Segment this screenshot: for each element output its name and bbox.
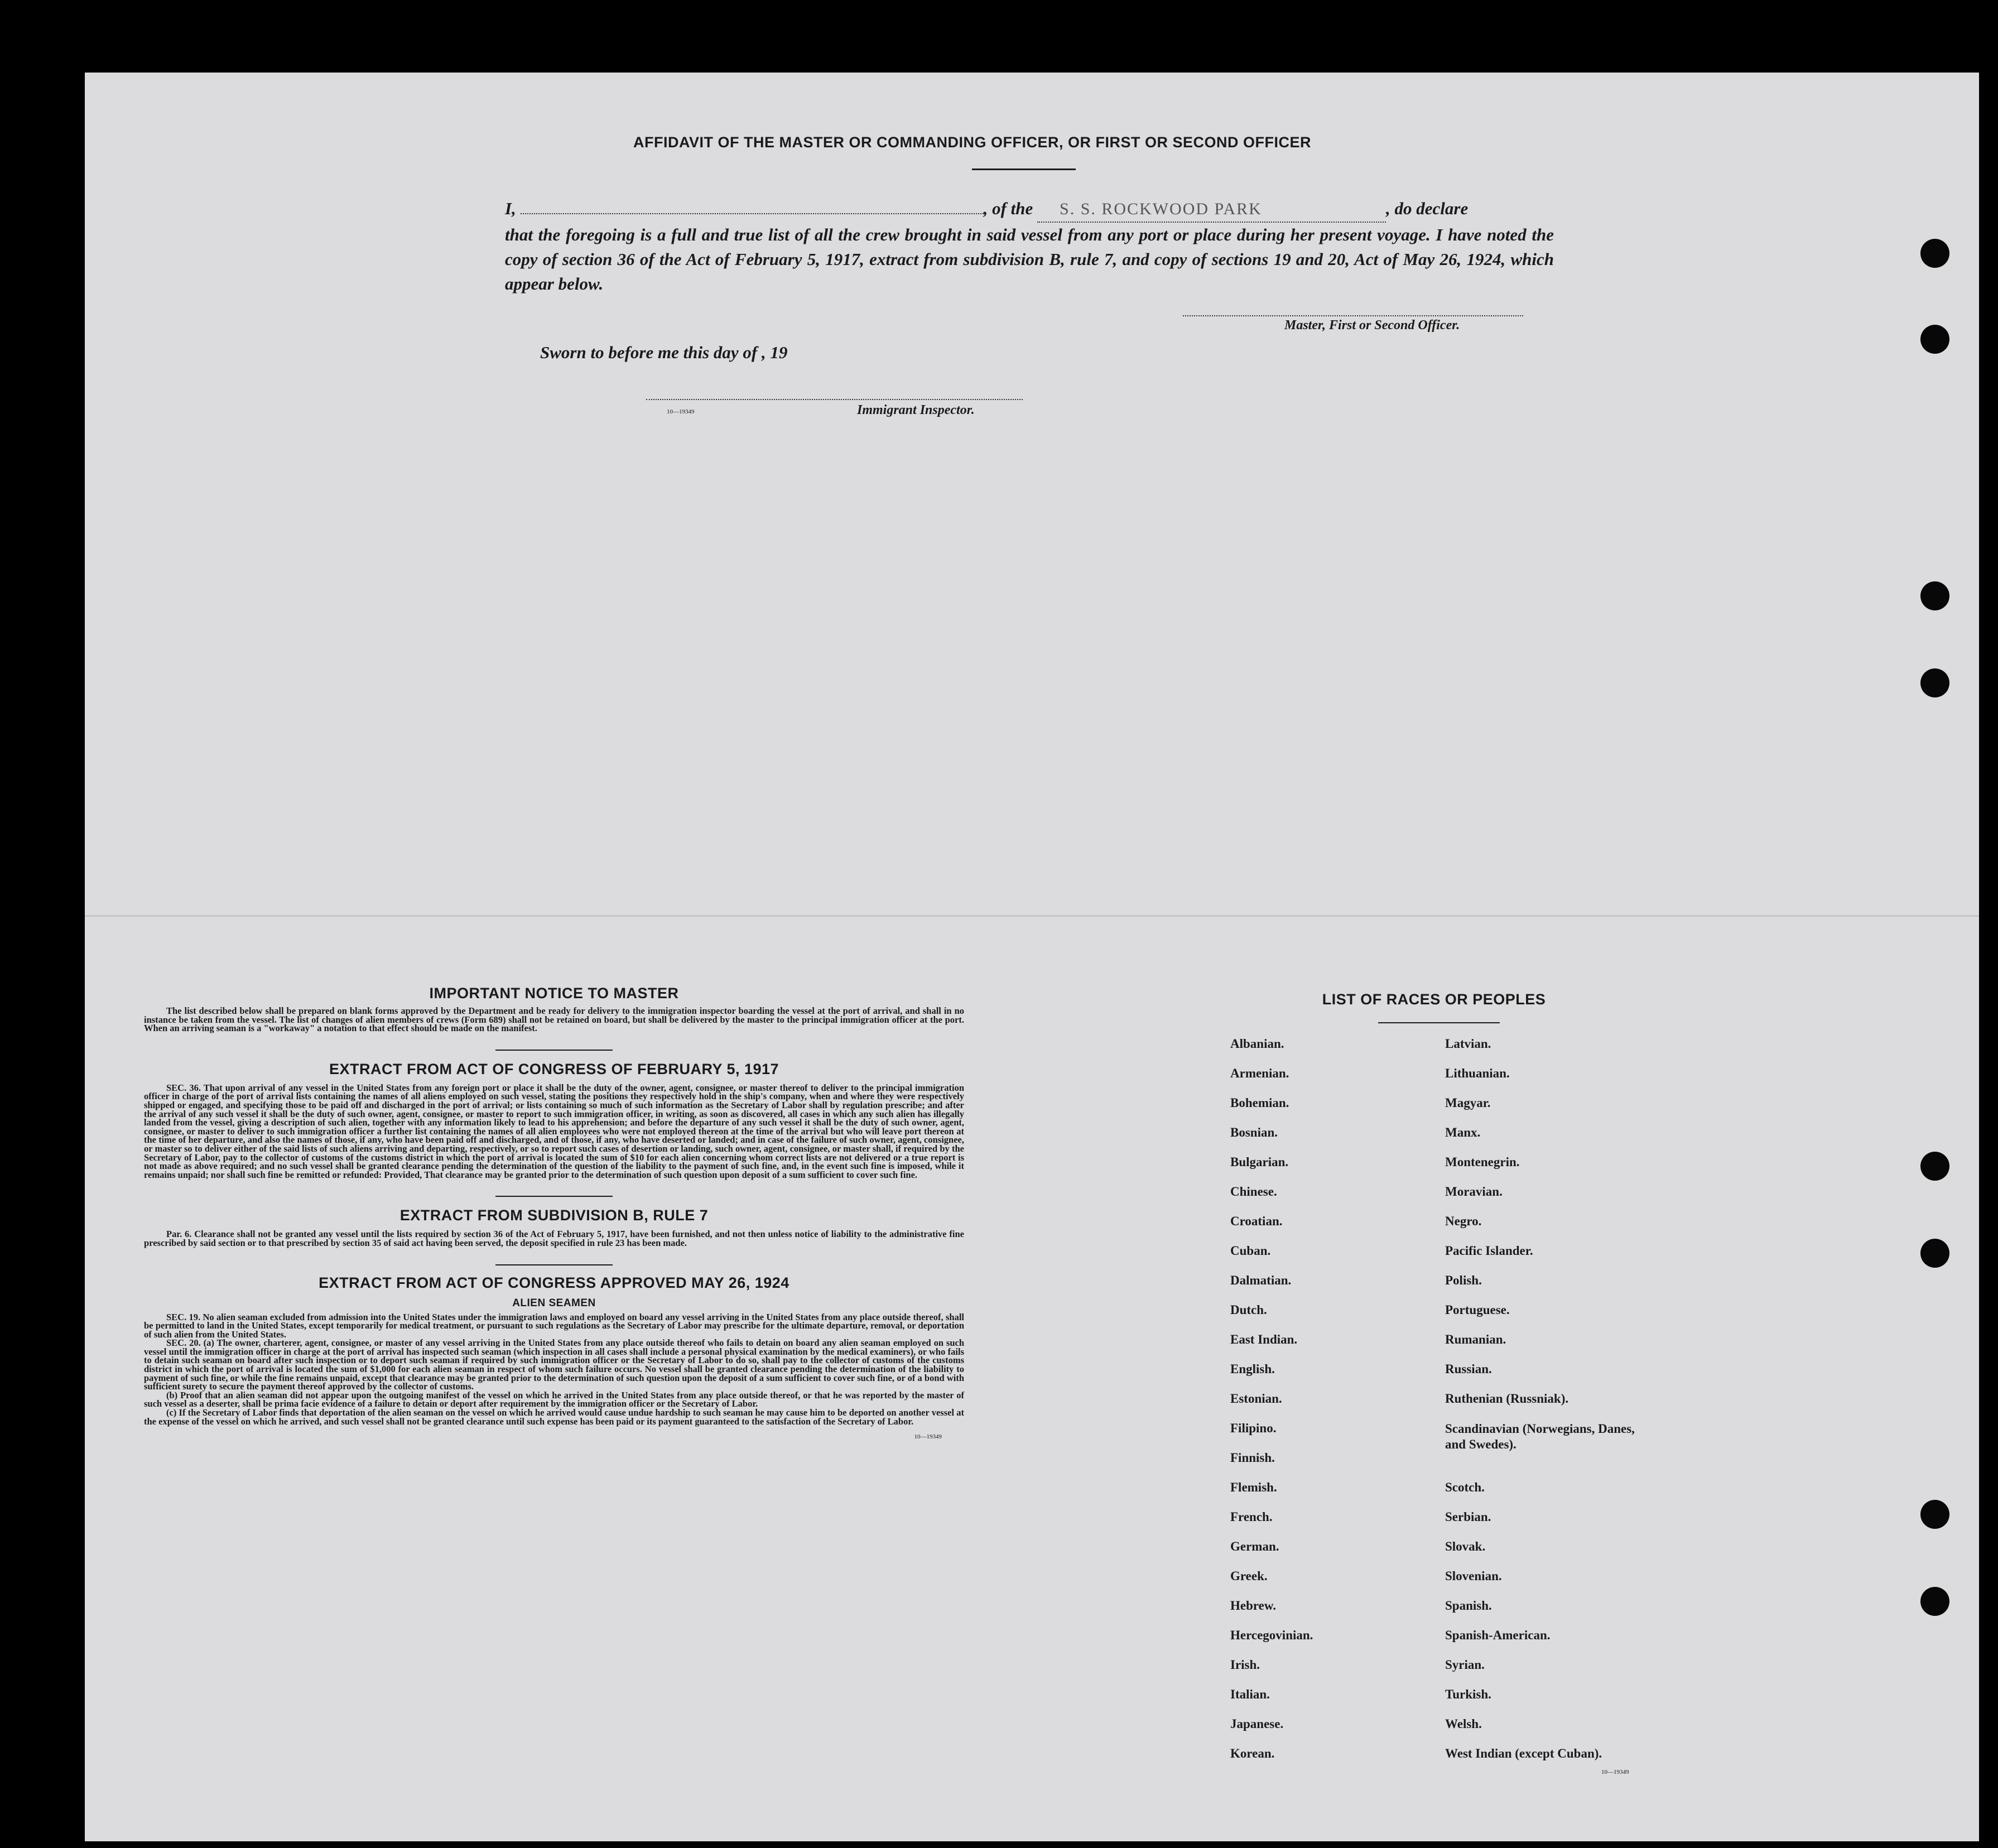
extract-1924-text xyxy=(144,1313,964,1426)
race-item: Dalmatian. xyxy=(1230,1273,1292,1287)
year-prefix: , 19 xyxy=(762,343,788,362)
affidavit-title: AFFIDAVIT OF THE MASTER OR COMMANDING OFFICER, OR FIRST OR SECOND OFFICER xyxy=(633,134,1311,151)
race-item: Dutch. xyxy=(1230,1303,1267,1317)
section-rule xyxy=(495,1050,613,1051)
declaration xyxy=(505,196,1554,296)
sworn-line xyxy=(540,343,788,363)
declaration-first-line xyxy=(505,196,1554,223)
race-item: Scandinavian (Norwegians, Danes, and Swedes). xyxy=(1445,1422,1635,1451)
race-item: Negro. xyxy=(1445,1214,1482,1228)
race-item: Polish. xyxy=(1445,1273,1482,1287)
sworn-label: Sworn to before me this xyxy=(540,343,710,362)
section-rule xyxy=(495,1196,613,1197)
race-item: Magyar. xyxy=(1445,1096,1491,1110)
extract-form-number: 10—19349 xyxy=(914,1433,942,1441)
race-item: Armenian. xyxy=(1230,1066,1289,1080)
extract-rule7-title: EXTRACT FROM SUBDIVISION B, RULE 7 xyxy=(399,1207,709,1224)
punch-hole xyxy=(1920,581,1949,610)
race-item: Greek. xyxy=(1230,1569,1268,1583)
notice-paragraph: The list described below shall be prepared on blank forms approved by the Department and be ready for delivery to the immigration inspector boarding the vessel at the port of arrival, and shall in no instance be taken from the vessel. The list of changes of alien members of crews (Form 689) shall not be retained on board, but shall be delivered by the master to the principal immigration officer at the port. When an arriving seaman is a "workaway" a notation to that effect should be made on the manifest. xyxy=(144,1005,964,1034)
races-form-number: 10—19349 xyxy=(1601,1769,1629,1775)
race-item: Rumanian. xyxy=(1445,1332,1506,1346)
race-item: Croatian. xyxy=(1230,1214,1283,1228)
inspector-label: Immigrant Inspector. xyxy=(857,403,975,417)
punch-hole xyxy=(1920,239,1949,268)
race-item: East Indian. xyxy=(1230,1332,1298,1346)
race-item: Korean. xyxy=(1230,1746,1275,1760)
races-left-column xyxy=(1230,1037,1409,1773)
race-item: Japanese. xyxy=(1230,1717,1284,1731)
race-item: Spanish-American. xyxy=(1445,1628,1551,1642)
day-of-label: day of xyxy=(713,343,758,362)
punch-hole xyxy=(1920,668,1949,697)
inspector-signature-line[interactable] xyxy=(646,399,1023,400)
race-item: English. xyxy=(1230,1362,1275,1376)
race-item: Pacific Islander. xyxy=(1445,1244,1533,1258)
race-item: Slovenian. xyxy=(1445,1569,1502,1583)
race-item: Spanish. xyxy=(1445,1599,1492,1613)
races-right-column xyxy=(1445,1037,1735,1773)
race-item: West Indian (except Cuban). xyxy=(1445,1746,1602,1760)
master-signature-label: Master, First or Second Officer. xyxy=(1284,318,1460,333)
punch-hole xyxy=(1920,1152,1949,1181)
sec20c-paragraph: (c) If the Secretary of Labor finds that deportation of the alien seaman on the vessel on which he arrived would cause undue hardship to such seaman he may cause him to be deported on another vessel at the expense of the vessel on which he arrived, and such vessel shall not be granted clearance until such expense has been paid or its payment guaranteed to the satisfaction of the Secretary of Labor. xyxy=(144,1407,964,1427)
sec20b-paragraph: (b) Proof that an alien seaman did not appear upon the outgoing manifest of the vessel on which he arrived in the United States from any place outside thereof, or that he was reported by the master of such vessel as a deserter, shall be prima facie evidence of a failure to detain or deport after requirement by the immigration officer or the Secretary of Labor. xyxy=(144,1389,964,1409)
race-item: German. xyxy=(1230,1539,1279,1553)
of-the-label: , of the xyxy=(983,199,1033,218)
notice-section xyxy=(144,985,964,1440)
fold-line xyxy=(85,915,1979,917)
race-item: Chinese. xyxy=(1230,1185,1277,1199)
race-item: Bulgarian. xyxy=(1230,1155,1289,1169)
section-rule xyxy=(495,1264,613,1265)
extract-1924-title: EXTRACT FROM ACT OF CONGRESS APPROVED MAY 26, 1924 xyxy=(319,1274,789,1291)
race-item: Turkish. xyxy=(1445,1687,1491,1701)
race-item: Portuguese. xyxy=(1445,1303,1510,1317)
race-item: Serbian. xyxy=(1445,1510,1491,1524)
race-item: Hercegovinian. xyxy=(1230,1628,1313,1642)
race-item: Montenegrin. xyxy=(1445,1155,1520,1169)
alien-seamen-subtitle: ALIEN SEAMEN xyxy=(512,1297,596,1309)
race-item: Slovak. xyxy=(1445,1539,1486,1553)
race-item: Lithuanian. xyxy=(1445,1066,1510,1080)
form-number: 10—19349 xyxy=(667,408,695,415)
extract-1917-text xyxy=(144,1084,964,1180)
race-item: Estonian. xyxy=(1230,1392,1282,1406)
vessel-name: S. S. ROCKWOOD PARK xyxy=(1037,197,1386,223)
punch-hole xyxy=(1920,1500,1949,1529)
race-item: Irish. xyxy=(1230,1658,1260,1672)
race-item: Cuban. xyxy=(1230,1244,1271,1258)
punch-hole xyxy=(1920,1587,1949,1616)
race-item: Welsh. xyxy=(1445,1717,1482,1731)
race-item: Ruthenian (Russniak). xyxy=(1445,1392,1569,1406)
punch-hole xyxy=(1920,1239,1949,1268)
race-item: Flemish. xyxy=(1230,1480,1277,1494)
race-item: Filipino. xyxy=(1230,1421,1277,1435)
race-item: French. xyxy=(1230,1510,1273,1524)
race-item: Finnish. xyxy=(1230,1451,1275,1465)
race-item: Hebrew. xyxy=(1230,1599,1276,1613)
i-label: I, xyxy=(505,199,516,218)
race-item: Bosnian. xyxy=(1230,1125,1278,1139)
declaration-body: that the foregoing is a full and true list of all the crew brought in said vessel from any port or place during her present voyage. I have noted the copy of section 36 of the Act of February 5, 1917, extract from subdivision B, rule 7, and copy of sections 19 and 20, Act of May 26, 1924, which appear below. xyxy=(505,225,1554,293)
title-underline xyxy=(972,169,1076,170)
master-signature-line[interactable] xyxy=(1183,315,1523,316)
extract-rule7-text xyxy=(144,1230,964,1247)
par6-paragraph: Par. 6. Clearance shall not be granted any vessel until the lists required by section 36 of the Act of February 5, 1917, have been furnished, and not then unless notice of liability to the administrative fine prescribed by said section or to that prescribed by section 35 of said act having been served, the deposit specified in rule 23 has been made. xyxy=(144,1229,964,1248)
race-item: Manx. xyxy=(1445,1125,1481,1139)
extract-1917-title: EXTRACT FROM ACT OF CONGRESS OF FEBRUARY 5, 1917 xyxy=(329,1060,779,1077)
race-item: Latvian. xyxy=(1445,1037,1491,1051)
race-item: Italian. xyxy=(1230,1687,1270,1701)
race-item: Albanian. xyxy=(1230,1037,1284,1051)
race-item: Syrian. xyxy=(1445,1658,1485,1672)
race-item: Scotch. xyxy=(1445,1480,1485,1494)
race-item: Russian. xyxy=(1445,1362,1492,1376)
notice-text xyxy=(144,1007,964,1033)
notice-title: IMPORTANT NOTICE TO MASTER xyxy=(429,985,679,1002)
races-title-underline xyxy=(1378,1022,1500,1023)
sec36-paragraph: SEC. 36. That upon arrival of any vessel in the United States from any foreign port or place it shall be the duty of the owner, agent, consignee, or master thereof to deliver to the principal immigration officer in charge of the port of arrival lists containing the names of all aliens employed on such vessel, stating the positions they respectively hold in the ship's company, when and where they were respectively shipped or engaged, and specifying those to be paid off and discharged in the port of arrival; or lists containing so much of such information as the Secretary of Labor shall by regulation prescribe; and after the arrival of any such vessel it shall be the duty of such owner, agent, consignee, or master to report to such immigration officer, in writing, as soon as discovered, all cases in which any such alien has illegally landed from the vessel, giving a description of such alien, together with any information likely to lead to his apprehension; and before the departure of any such vessel it shall be the duty of such owner, agent, consignee, or master to deliver to such immigration officer a further list containing the names of all alien employees who were not employed thereon at the time of the arrival but who will leave port thereon at the time of her departure, and also the names of those, if any, who have been paid off and discharged, and of those, if any, who have deserted or landed; and in case of the failure of such owner, agent, consignee, or master so to deliver either of the said lists of such aliens arriving and departing, respectively, or so to report such cases of desertion or landing, such owner, agent, consignee, or master shall, if required by the Secretary of Labor, pay to the collector of customs of the customs district in which the port of arrival is located the sum of $10 for each alien concerning whom correct lists are not delivered or a true report is not made as above required; and no such vessel shall be granted clearance pending the determination of the question of the liability to the payment of such fine, and, in the event such fine is imposed, while it remains unpaid; nor shall such fine be remitted or refunded: Provided, That clearance may be granted prior to the determination of such question upon deposit of a sum sufficient to cover such fine. xyxy=(144,1082,964,1180)
race-item: Moravian. xyxy=(1445,1185,1503,1199)
sec19-paragraph: SEC. 19. No alien seaman excluded from admission into the United States under the immigration laws and employed on board any vessel arriving in the United States from any place outside thereof, shall be permitted to land in the United States, except temporarily for medical treatment, or pursuant to such regulations as the Secretary of Labor may prescribe for the ultimate departure, removal, or deportation of such alien from the United States. xyxy=(144,1311,964,1340)
punch-hole xyxy=(1920,325,1949,354)
sec20a-paragraph: SEC. 20. (a) The owner, charterer, agent, consignee, or master of any vessel arriving in the United States from any place outside thereof who fails to detain on board any alien seaman employed on such vessel until the immigration officer in charge at the port of arrival has inspected such seaman (which inspection in all cases shall include a personal physical examination by the medical examiners), or who fails to detain such seaman on board after such inspection or to deport such seaman if required by such immigration officer or the Secretary of Labor to do so, shall pay to the collector of customs of the customs district in which the port of arrival is located the sum of $1,000 for each alien seaman in respect of whom such failure occurs. No vessel shall be granted clearance pending the determination of the liability to payment of such fine, or while the fine remains unpaid, except that clearance may be granted prior to the determination of such question upon the deposit of a sum sufficient to cover such fine, or of a bond with sufficient surety to secure the payment thereof approved by the collector of customs. xyxy=(144,1337,964,1392)
race-item: Bohemian. xyxy=(1230,1096,1289,1110)
name-field[interactable] xyxy=(521,200,984,214)
do-declare-label: , do declare xyxy=(1386,199,1469,218)
races-title: LIST OF RACES OR PEOPLES xyxy=(1322,991,1546,1008)
